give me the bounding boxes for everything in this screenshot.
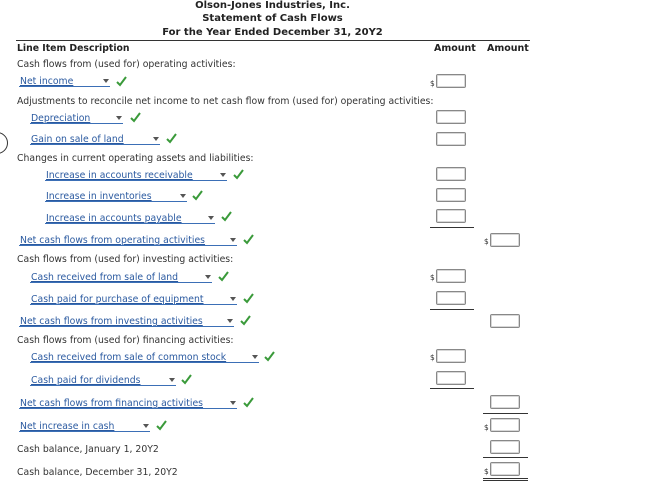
check-icon — [240, 315, 251, 326]
chevron-down-icon — [205, 275, 211, 279]
depreciation-label: Depreciation — [31, 113, 91, 124]
column-header-amount-1: Amount — [434, 43, 476, 54]
chevron-down-icon — [230, 401, 236, 405]
chevron-down-icon — [220, 173, 226, 177]
statement-title: Statement of Cash Flows — [202, 13, 343, 24]
investing-heading: Cash flows from (used for) investing activities: — [17, 254, 234, 265]
cash-sale-land-amount-input[interactable] — [436, 269, 466, 283]
inc-receivable-select[interactable] — [45, 170, 227, 181]
net-investing-select[interactable] — [19, 316, 234, 327]
check-icon — [264, 351, 275, 362]
cash-equipment-select[interactable] — [30, 294, 237, 305]
gain-on-sale-select[interactable] — [30, 134, 160, 145]
check-icon — [221, 211, 232, 222]
inc-inventories-label: Increase in inventories — [46, 191, 152, 202]
check-icon — [181, 374, 192, 385]
net-operating-label: Net cash flows from operating activities — [20, 235, 206, 246]
depreciation-amount-input[interactable] — [436, 110, 466, 124]
gain-on-sale-label: Gain on sale of land — [31, 134, 124, 145]
cash-jan-label: Cash balance, January 1, 20Y2 — [17, 444, 159, 455]
changes-heading: Changes in current operating assets and liabilities: — [17, 153, 254, 164]
net-investing-amount-input[interactable] — [490, 314, 520, 328]
chevron-down-icon — [252, 355, 258, 359]
check-icon — [192, 190, 203, 201]
cash-common-stock-amount-input[interactable] — [436, 349, 466, 363]
subtotal-line — [430, 388, 474, 389]
check-icon — [166, 133, 177, 144]
inc-payable-select[interactable] — [45, 213, 215, 224]
chevron-down-icon — [169, 378, 175, 382]
inc-inventories-select[interactable] — [45, 191, 187, 202]
dollar-sign: $ — [430, 79, 435, 88]
subtotal-line — [483, 413, 528, 414]
gain-on-sale-amount-input[interactable] — [436, 132, 466, 146]
subtotal-line — [483, 457, 528, 458]
net-operating-amount-input[interactable] — [490, 233, 520, 247]
double-underline — [483, 480, 528, 481]
financing-heading: Cash flows from (used for) financing activities: — [17, 335, 234, 346]
check-icon — [218, 271, 229, 282]
cash-dividends-amount-input[interactable] — [436, 371, 466, 385]
subtotal-line — [430, 227, 474, 228]
operating-heading: Cash flows from (used for) operating activities: — [17, 59, 236, 70]
net-financing-amount-input[interactable] — [490, 395, 520, 409]
chevron-down-icon — [208, 216, 214, 220]
cash-jan-amount-input[interactable] — [490, 440, 520, 454]
inc-receivable-label: Increase in accounts receivable — [46, 170, 193, 181]
check-icon — [156, 420, 167, 431]
net-income-select[interactable] — [19, 76, 110, 87]
selection-marker — [0, 132, 8, 154]
net-financing-select[interactable] — [19, 398, 237, 409]
cash-dividends-label: Cash paid for dividends — [31, 375, 141, 386]
dollar-sign: $ — [484, 237, 489, 246]
chevron-down-icon — [103, 79, 109, 83]
cash-equipment-amount-input[interactable] — [436, 291, 466, 305]
net-operating-select[interactable] — [19, 235, 237, 246]
net-increase-select[interactable] — [19, 421, 150, 432]
chevron-down-icon — [180, 194, 186, 198]
subtotal-line — [430, 309, 474, 310]
check-icon — [233, 169, 244, 180]
column-header-amount-2: Amount — [487, 43, 529, 54]
chevron-down-icon — [230, 238, 236, 242]
net-increase-amount-input[interactable] — [490, 418, 520, 432]
cash-sale-land-select[interactable] — [30, 272, 212, 283]
dollar-sign: $ — [430, 353, 435, 362]
net-increase-label: Net increase in cash — [20, 421, 115, 432]
inc-receivable-amount-input[interactable] — [436, 167, 466, 181]
chevron-down-icon — [116, 116, 122, 120]
inc-inventories-amount-input[interactable] — [436, 188, 466, 202]
net-investing-label: Net cash flows from investing activities — [20, 316, 203, 327]
dollar-sign: $ — [484, 423, 489, 432]
chevron-down-icon — [143, 424, 149, 428]
inc-payable-amount-input[interactable] — [436, 209, 466, 223]
cash-common-stock-select[interactable] — [30, 352, 259, 363]
double-underline — [483, 478, 528, 479]
cash-dec-label: Cash balance, December 31, 20Y2 — [17, 467, 178, 478]
dollar-sign: $ — [430, 273, 435, 282]
statement-period: For the Year Ended December 31, 20Y2 — [162, 27, 383, 38]
column-header-description: Line Item Description — [17, 43, 130, 54]
cash-sale-land-label: Cash received from sale of land — [31, 272, 179, 283]
net-income-amount-input[interactable] — [436, 74, 466, 88]
net-income-label: Net income — [20, 76, 74, 87]
depreciation-select[interactable] — [30, 113, 123, 124]
check-icon — [243, 293, 254, 304]
cash-dividends-select[interactable] — [30, 375, 176, 386]
chevron-down-icon — [230, 297, 236, 301]
chevron-down-icon — [153, 137, 159, 141]
check-icon — [243, 234, 254, 245]
check-icon — [243, 397, 254, 408]
cash-dec-amount-input[interactable] — [490, 462, 520, 476]
dollar-sign: $ — [484, 467, 489, 476]
check-icon — [116, 76, 127, 87]
company-name: Olson-Jones Industries, Inc. — [195, 0, 350, 11]
check-icon — [130, 112, 141, 123]
cash-equipment-label: Cash paid for purchase of equipment — [31, 294, 204, 305]
chevron-down-icon — [227, 319, 233, 323]
adjustments-heading: Adjustments to reconcile net income to net cash flow from (used for) operating activities: — [17, 96, 434, 107]
net-financing-label: Net cash flows from financing activities — [20, 398, 204, 409]
inc-payable-label: Increase in accounts payable — [46, 213, 182, 224]
cash-common-stock-label: Cash received from sale of common stock — [31, 352, 227, 363]
header-divider — [16, 40, 530, 41]
